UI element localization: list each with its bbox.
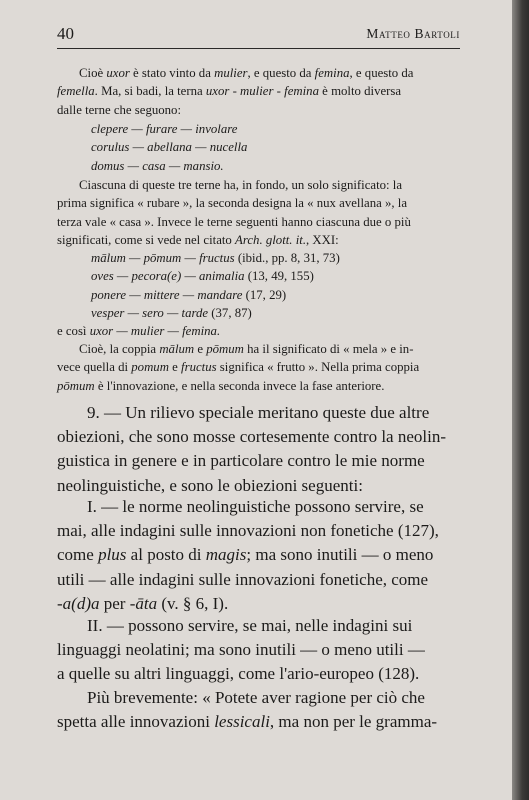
- terna-item: mālum — pōmum — fructus (ibid., pp. 8, 31, 73): [91, 251, 340, 265]
- text-line: pōmum è l'innovazione, e nella seconda invece la fase anteriore.: [57, 378, 385, 393]
- text-line: vece quella di pomum e fructus significa « frutto ». Nella prima coppia: [57, 360, 420, 375]
- terna-item: vesper — sero — tarde (37, 87): [91, 305, 252, 320]
- header-rule: [57, 48, 460, 49]
- paragraph-coppia: [57, 340, 460, 395]
- text-line: femella. Ma, si badi, la terna uxor - mulier - femina è molto diversa: [57, 84, 402, 99]
- final-paragraph: [57, 686, 460, 734]
- page-header: [57, 24, 460, 48]
- paragraph-uxor: [57, 64, 460, 119]
- terna-item: ponere — mittere — mandare (17, 29): [91, 287, 287, 302]
- text-line: come plus al posto di magis; ma sono inutili — o meno: [57, 545, 434, 565]
- text-line: prima significa « rubare », la seconda designa la « nux avellana », la: [57, 196, 408, 211]
- terne-list-1: [57, 120, 460, 175]
- text-line: guistica in genere e in particolare contro le mie norme: [57, 451, 425, 471]
- page-edge-shadow: [512, 0, 529, 800]
- objection-2-paragraph: [57, 614, 460, 687]
- text-line: Ciascuna di queste tre terne ha, in fondo, un solo significato: la: [79, 178, 403, 192]
- running-head: Matteo Bartoli: [366, 26, 460, 41]
- objection-1-paragraph: [57, 495, 460, 616]
- section-9-paragraph: [57, 401, 460, 498]
- text-line: II. — possono servire, se mai, nelle indagini sui: [87, 616, 413, 635]
- text-line: Cioè uxor è stato vinto da mulier, e questo da femina, e questo da: [79, 66, 414, 80]
- text-line: terza vale « casa ». Invece le terne seguenti hanno ciascuna due o più: [57, 214, 411, 229]
- terna-item: domus — casa — mansio.: [91, 158, 224, 173]
- text-line: mai, alle indagini sulle innovazioni non fonetiche (127),: [57, 521, 439, 541]
- text-line: neolinguistiche, e sono le obiezioni seguenti:: [57, 475, 363, 495]
- text-line: Più brevemente: « Potete aver ragione per ciò che: [87, 688, 425, 707]
- text-line: obiezioni, che sono mosse cortesemente contro la neolin-: [57, 427, 446, 447]
- text-line: linguaggi neolatini; ma sono inutili — o meno utili —: [57, 640, 425, 660]
- terne-list-2: [57, 249, 460, 340]
- text-line: -a(d)a per -āta (v. § 6, I).: [57, 593, 229, 613]
- text-line: significati, come si vede nel citato Arch. glott. it., XXI:: [57, 232, 339, 247]
- text-line: I. — le norme neolinguistiche possono servire, se: [87, 497, 424, 516]
- terna-item: corulus — abellana — nucella: [91, 140, 248, 155]
- page-number: 40: [57, 24, 74, 43]
- terna-item-last: e così uxor — mulier — femina.: [57, 324, 221, 339]
- terna-item: clepere — furare — involare: [91, 122, 238, 136]
- text-line: a quelle su altri linguaggi, come l'ario-europeo (128).: [57, 664, 420, 684]
- terna-item: oves — pecora(e) — animalia (13, 49, 155): [91, 269, 314, 284]
- section-heading-line: 9. — Un rilievo speciale meritano queste due altre: [87, 403, 430, 422]
- text-line: Cioè, la coppia mālum e pōmum ha il significato di « mela » e in-: [79, 342, 414, 356]
- text-line: dalle terne che seguono:: [57, 102, 182, 117]
- text-line: spetta alle innovazioni lessicali, ma non per le gramma-: [57, 712, 438, 732]
- text-line: utili — alle indagini sulle innovazioni fonetiche, come: [57, 569, 429, 589]
- paragraph-ciascuna: [57, 176, 460, 249]
